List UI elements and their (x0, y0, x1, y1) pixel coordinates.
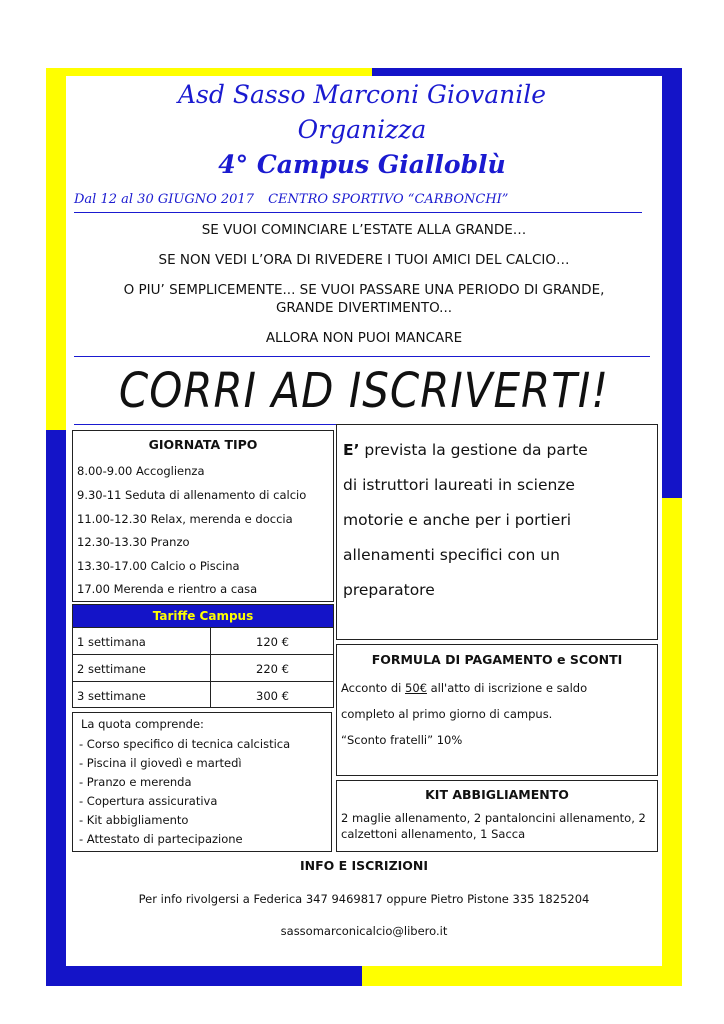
kit-title: KIT ABBIGLIAMENTO (425, 787, 569, 802)
tariffe-row-price: 120 € (256, 635, 289, 649)
giornata-item: 11.00-12.30 Relax, merenda e doccia (77, 512, 293, 526)
tariffe-row (73, 681, 333, 708)
intro-line-2: SE NON VEDI L’ORA DI RIVEDERE I TUOI AMICI DEL CALCIO… (158, 252, 570, 268)
tariffe-row (73, 627, 333, 655)
frame-blue-left (46, 430, 66, 986)
giornata-item: 12.30-13.30 Pranzo (77, 535, 190, 549)
istruttori-line: di istruttori laureati in scienze (343, 476, 575, 494)
tariffe-row-price: 300 € (256, 689, 289, 703)
istruttori-box (336, 424, 658, 640)
istruttori-line: allenamenti specifici con un (343, 546, 560, 564)
tariffe-table (72, 604, 334, 708)
giornata-title: GIORNATA TIPO (148, 437, 258, 452)
tariffe-row-label: 1 settimana (77, 635, 146, 649)
tariffe-col-divider (210, 682, 211, 708)
pagamento-line-3: “Sconto fratelli” 10% (341, 733, 463, 747)
istruttori-lead: E’ (343, 441, 360, 459)
istruttori-text (343, 433, 588, 608)
giornata-item: 13.30-17.00 Calcio o Piscina (77, 559, 240, 573)
intro-line-3a: O PIU’ SEMPLICEMENTE... SE VUOI PASSARE UNA PERIODO DI GRANDE, (123, 282, 605, 298)
dates-line (74, 192, 508, 207)
giornata-item: 17.00 Merenda e rientro a casa (77, 582, 258, 596)
pagamento-title: FORMULA DI PAGAMENTO e SCONTI (371, 652, 623, 667)
kit-line-2: calzettoni allenamento, 1 Sacca (341, 827, 526, 841)
frame-yellow-bottom (362, 966, 682, 986)
istruttori-line: preparatore (343, 581, 435, 599)
intro-line-4: ALLORA NON PUOI MANCARE (265, 330, 463, 346)
giornata-item: 8.00-9.00 Accoglienza (77, 464, 205, 478)
club-title: Asd Sasso Marconi Giovanile (177, 80, 546, 109)
info-email: sassomarconicalcio@libero.it (280, 924, 448, 938)
info-title: INFO E ISCRIZIONI (299, 858, 429, 873)
quota-item: - Attestato di partecipazione (79, 832, 243, 846)
quota-item: - Pranzo e merenda (79, 775, 192, 789)
frame-yellow-top (46, 68, 372, 76)
quota-title: La quota comprende: (81, 717, 204, 731)
quota-item: - Corso specifico di tecnica calcistica (79, 737, 291, 751)
tariffe-row-label: 3 settimane (77, 689, 146, 703)
kit-line-1: 2 maglie allenamento, 2 pantaloncini allenamento, 2 (341, 811, 646, 825)
divider-mid (74, 356, 650, 357)
organizza-title: Organizza (297, 115, 427, 144)
istruttori-line (343, 433, 588, 468)
pagamento-text: Acconto di (341, 681, 405, 695)
intro-line-1: SE VUOI COMINCIARE L’ESTATE ALLA GRANDE… (201, 222, 527, 238)
istruttori-line-text: prevista la gestione da parte (364, 441, 588, 459)
quota-item: - Copertura assicurativa (79, 794, 218, 808)
frame-blue-bottom (46, 966, 362, 986)
pagamento-box (336, 644, 658, 776)
tariffe-row (73, 654, 333, 682)
giornata-item: 9.30-11 Seduta di allenamento di calcio (77, 488, 307, 502)
campus-dates: Dal 12 al 30 GIUGNO 2017 (74, 192, 254, 207)
pagamento-line-1 (341, 681, 587, 695)
tariffe-col-divider (210, 655, 211, 682)
tariffe-title: Tariffe Campus (73, 605, 333, 627)
pagamento-amount: 50€ (405, 681, 427, 695)
giornata-box (72, 430, 334, 602)
kit-box (336, 780, 658, 852)
quota-box (72, 712, 332, 852)
frame-yellow-right (662, 498, 682, 986)
pagamento-line-2: completo al primo giorno di campus. (341, 707, 553, 721)
divider-top (74, 212, 642, 213)
tariffe-col-divider (210, 628, 211, 655)
istruttori-line: motorie e anche per i portieri (343, 511, 572, 529)
intro-line-3b: GRANDE DIVERTIMENTO... (275, 300, 453, 316)
info-contacts: Per info rivolgersi a Federica 347 9469817 oppure Pietro Pistone 335 1825204 (138, 892, 590, 906)
quota-item: - Kit abbigliamento (79, 813, 189, 827)
tariffe-row-price: 220 € (256, 662, 289, 676)
campus-title: 4° Campus Gialloblù (218, 150, 506, 179)
tariffe-row-label: 2 settimane (77, 662, 146, 676)
campus-venue: CENTRO SPORTIVO “CARBONCHI” (268, 192, 509, 207)
frame-blue-top (372, 68, 682, 76)
pagamento-text: all'atto di iscrizione e saldo (426, 681, 588, 695)
quota-item: - Piscina il giovedì e martedì (79, 756, 242, 770)
cta-headline: CORRI AD ISCRIVERTI! (118, 362, 610, 419)
